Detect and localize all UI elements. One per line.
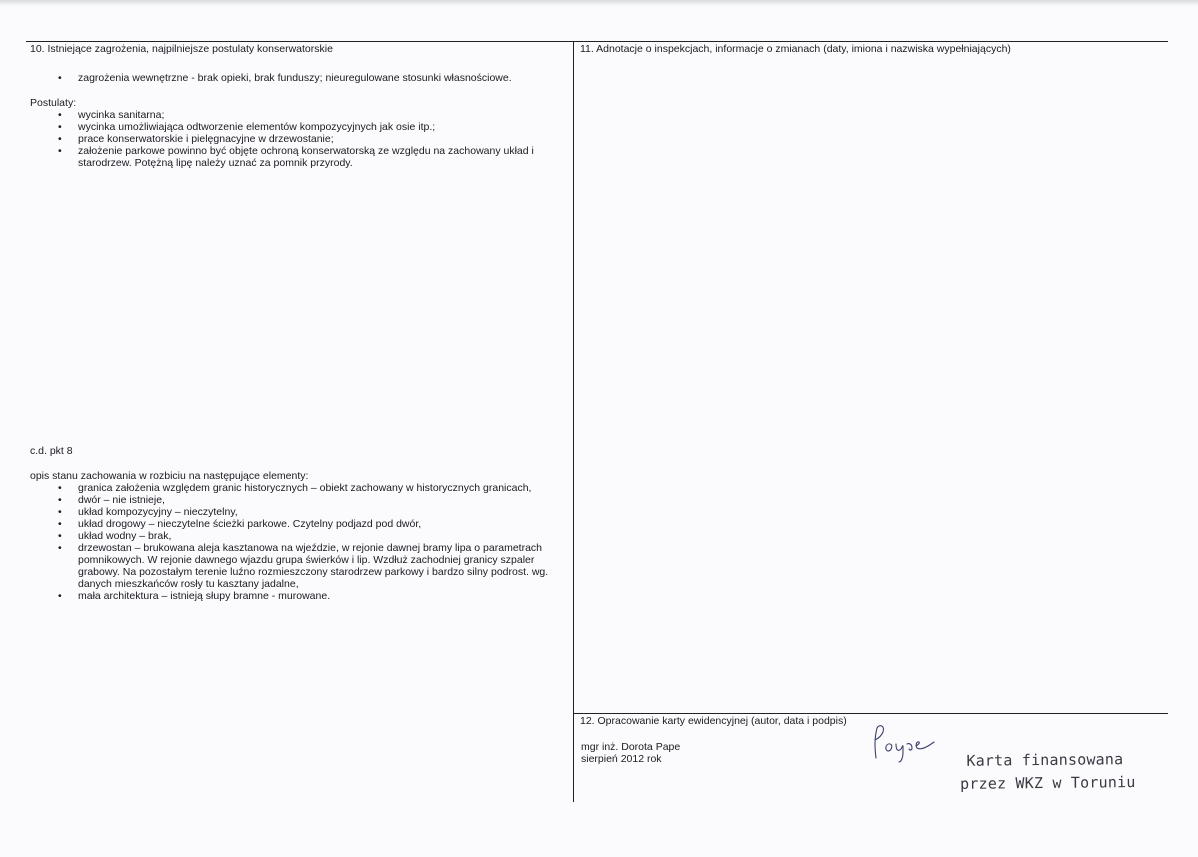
condition-list — [30, 482, 570, 602]
section-12-border — [573, 713, 1168, 714]
list-item: • mała architektura – istnieją słupy bramne - murowane. — [30, 590, 570, 602]
section-12-header: 12. Opracowanie karty ewidencyjnej (autor, data i podpis) — [580, 715, 847, 727]
handwritten-signature — [868, 722, 948, 767]
author-name: mgr inż. Dorota Pape — [581, 741, 681, 753]
table-top-border — [26, 41, 1168, 42]
threats-list — [30, 72, 570, 84]
stamp-line-2: przez WKZ w Toruniu — [960, 773, 1136, 793]
list-item: • układ wodny – brak, — [30, 530, 570, 542]
section-11-header: 11. Adnotacje o inspekcjach, informacje o zmianach (daty, imiona i nazwiska wypełniających) — [580, 43, 1011, 55]
list-item: • zagrożenia wewnętrzne - brak opieki, brak funduszy; nieuregulowane stosunki własnościowe. — [30, 72, 570, 84]
scan-edge — [0, 0, 1198, 6]
funding-stamp — [960, 748, 1136, 796]
list-item: • drzewostan – brukowana aleja kasztanowa na wjeździe, w rejonie dawnej bramy lipa o parametrach pomnikowych. W rejonie dawnego wjazdu grupa świerków i lip. Wzdłuż zachodniej granicy szpaler grabowy. Na pozostałym terenie luźno rozmieszczony starodrzew parkowy i bardzo silny podrost. wg. danych mieszkańców rosły tu kasztany jadalne, — [30, 542, 570, 590]
list-item: • wycinka umożliwiająca odtworzenie elementów kompozycyjnych jak osie itp.; — [30, 121, 570, 133]
postulates-list — [30, 109, 570, 169]
author-date: sierpień 2012 rok — [581, 753, 662, 765]
list-item: • założenie parkowe powinno być objęte ochroną konserwatorską ze względu na zachowany układ i starodrzew. Potężną lipę należy uznać za pomnik przyrody. — [30, 145, 570, 169]
list-item: • układ kompozycyjny – nieczytelny, — [30, 506, 570, 518]
list-item: • granica założenia względem granic historycznych – obiekt zachowany w historycznych granicach, — [30, 482, 570, 494]
continuation-label: c.d. pkt 8 — [30, 445, 73, 457]
signature-drawing — [868, 722, 948, 764]
list-item: • układ drogowy – nieczytelne ścieżki parkowe. Czytelny podjazd pod dwór, — [30, 518, 570, 530]
condition-intro: opis stanu zachowania w rozbiciu na następujące elementy: — [30, 470, 309, 482]
list-item: • dwór – nie istnieje, — [30, 494, 570, 506]
author-block — [581, 741, 680, 765]
stamp-line-1: Karta finansowana — [966, 750, 1124, 770]
list-item: • prace konserwatorskie i pielęgnacyjne w drzewostanie; — [30, 133, 570, 145]
list-item: • wycinka sanitarna; — [30, 109, 570, 121]
section-10-header: 10. Istniejące zagrożenia, najpilniejsze postulaty konserwatorskie — [30, 43, 333, 55]
postulates-label: Postulaty: — [30, 97, 77, 109]
column-divider — [573, 41, 574, 802]
